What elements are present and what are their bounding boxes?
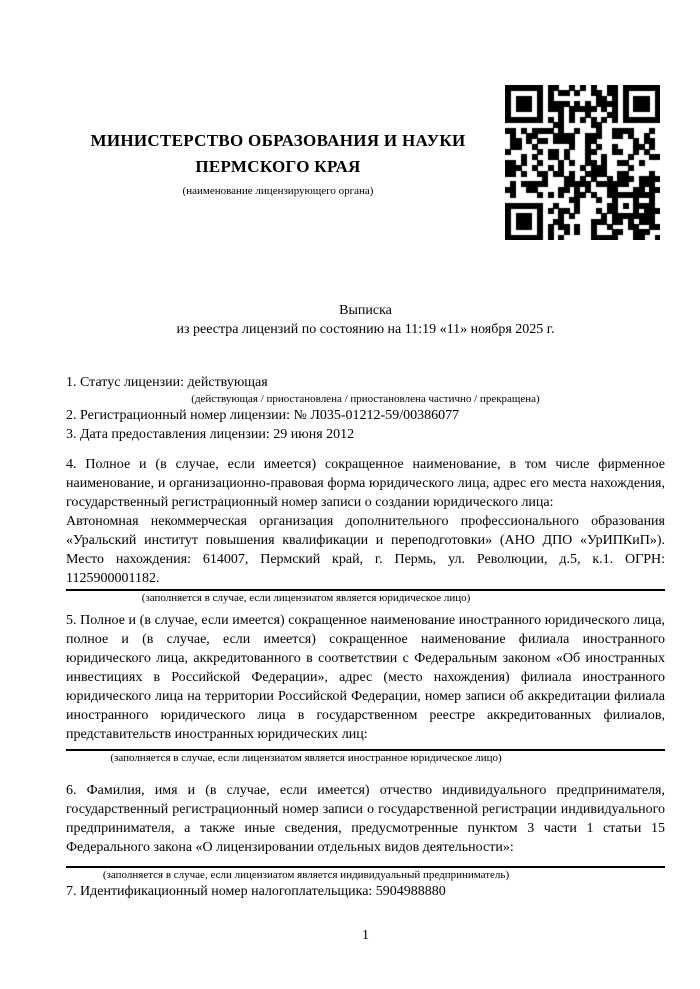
- item-6-text: 6. Фамилия, имя и (в случае, если имеется) отчество индивидуального предпринимателя, государственный регистрационный номер записи о государственной регистрации индивидуального предпринимателя, а также иные сведения, предусмотренные пунктом 3 части 1 статьи 15 Федерального закона «О лицензировании отдельных видов деятельности»:: [66, 783, 665, 855]
- document-body: [66, 366, 665, 901]
- item-2-registration-number: 2. Регистрационный номер лицензии: № Л035-01212-59/00386077: [66, 408, 460, 423]
- item-6-caption: (заполняется в случае, если лицензиатом является индивидуальный предприниматель): [102, 869, 510, 881]
- document-title-line-1: Выписка: [339, 303, 392, 318]
- item-5-foreign-entity-section: [66, 611, 665, 765]
- item-4-caption: (заполняется в случае, если лицензиатом является юридическое лицо): [141, 592, 471, 604]
- item-4-legal-entity-section: [66, 455, 665, 605]
- item-1-caption: (действующая / приостановлена / приостановлена частично / прекращена): [191, 393, 540, 405]
- item-1-license-status: 1. Статус лицензии: действующая: [66, 375, 268, 390]
- item-5-caption: (заполняется в случае, если лицензиатом является иностранное юридическое лицо): [110, 752, 502, 764]
- qr-code: [505, 85, 660, 240]
- document-title: [66, 301, 665, 339]
- item-5-text: 5. Полное и (в случае, если имеется) сокращенное наименование иностранного юридического лица, полное и (в случае, если имеется) сокращенное наименование филиала иностранного юридического лица, аккредитованного в соответствии с Федеральным законом «Об иностранных инвестициях в Российской Федерации», адрес (место нахождения) филиала иностранного юридического лица на территории Российской Федерации, номер записи об аккредитации филиала иностранного юридического лица в государственном реестре аккредитованных филиалов, представительств иностранных юридических лиц:: [66, 613, 665, 742]
- licensing-authority-header: [66, 128, 490, 198]
- item-4-text: 4. Полное и (в случае, если имеется) сокращенное наименование, в том числе фирменное наименование, и организационно-правовая форма юридического лица, адрес его места нахождения, государственный регистрационный номер записи о создании юридического лица:: [66, 457, 665, 510]
- item-4-value: Автономная некоммерческая организация дополнительного профессионального образования «Уральский институт повышения квалификации и переподготовки» (АНО ДПО «УрИПКиП»). Место нахождения: 614007, Пермский край, г. Пермь, ул. Революции, д.5, к.1. ОГРН: 1125900001182.: [66, 514, 665, 586]
- org-name-caption: (наименование лицензирующего органа): [182, 185, 374, 197]
- org-name-line-1: МИНИСТЕРСТВО ОБРАЗОВАНИЯ И НАУКИ: [90, 131, 466, 150]
- document-title-line-2: из реестра лицензий по состоянию на 11:19 «11» ноября 2025 г.: [176, 322, 555, 337]
- item-6-entrepreneur-section: [66, 781, 665, 882]
- org-name-line-2: ПЕРМСКОГО КРАЯ: [195, 157, 361, 176]
- page-number: 1: [362, 928, 369, 943]
- item-3-grant-date: 3. Дата предоставления лицензии: 29 июня 2012: [66, 427, 355, 442]
- item-7-inn: 7. Идентификационный номер налогоплательщика: 5904988880: [66, 884, 446, 899]
